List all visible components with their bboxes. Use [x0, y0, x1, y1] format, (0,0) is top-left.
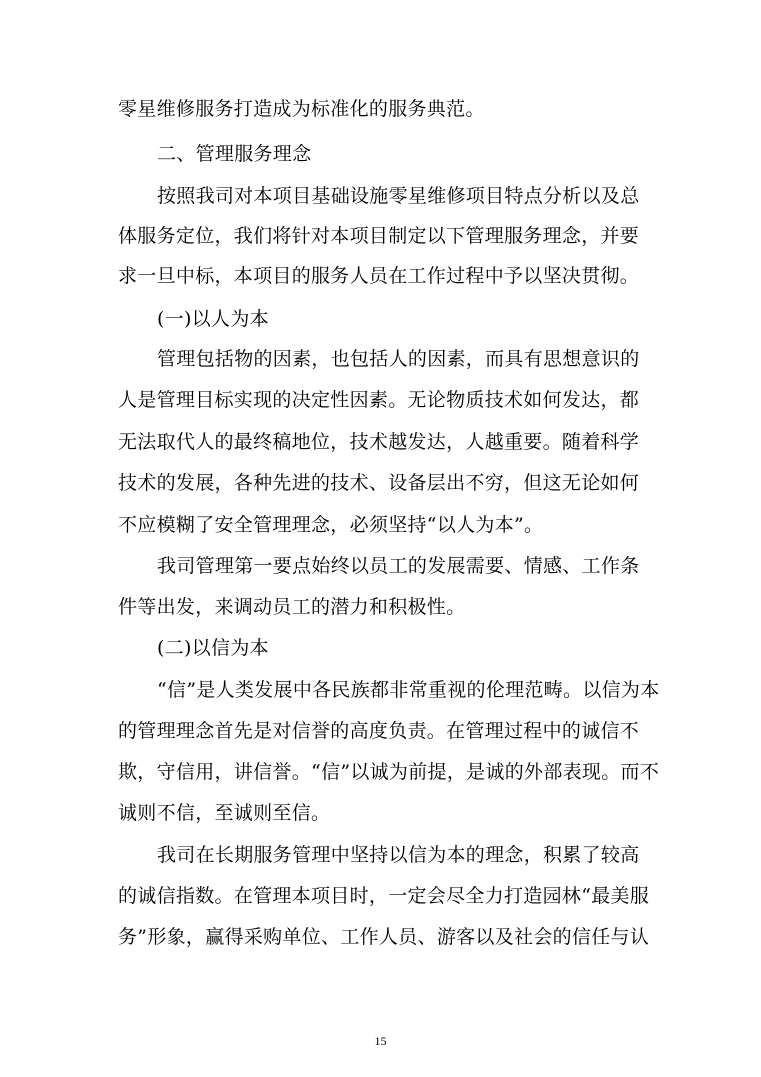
paragraph-line: 件等出发，来调动员工的潜力和积极性。	[118, 596, 466, 618]
paragraph-line: 我司管理第一要点始终以员工的发展需要、情感、工作条	[157, 555, 640, 577]
paragraph-line: 不应模糊了安全管理理念，必须坚持“以人为本”。	[118, 514, 544, 536]
paragraph-line: 无法取代人的最终稿地位，技术越发达，人越重要。随着科学	[118, 431, 640, 453]
paragraph-line: “信”是人类发展中各民族都非常重视的伦理范畴。以信为本	[157, 679, 660, 701]
paragraph-line: 的管理理念首先是对信誉的高度负责。在管理过程中的诚信不	[118, 720, 640, 742]
paragraph-line: 体服务定位，我们将针对本项目制定以下管理服务理念，并要	[118, 225, 640, 247]
paragraph-line: 求一旦中标，本项目的服务人员在工作过程中予以坚决贯彻。	[118, 265, 640, 287]
section-heading: 二、管理服务理念	[157, 143, 312, 165]
paragraph-line: 人是管理目标实现的决定性因素。无论物质技术如何发达，都	[118, 389, 640, 411]
paragraph-line: 管理包括物的因素，也包括人的因素，而具有思想意识的	[157, 348, 640, 370]
subsection-heading: (一)以人为本	[157, 308, 269, 330]
paragraph-line: 务”形象，赢得采购单位、工作人员、游客以及社会的信任与认	[118, 926, 650, 948]
paragraph-line: 欺，守信用，讲信誉。“信”以诚为前提，是诚的外部表现。而不	[118, 761, 660, 783]
page-number: 15	[374, 1034, 387, 1048]
subsection-heading: (二)以信为本	[157, 637, 269, 659]
paragraph-line: 技术的发展，各种先进的技术、设备层出不穷，但这无论如何	[118, 472, 640, 494]
paragraph-line: 按照我司对本项目基础设施零星维修项目特点分析以及总	[157, 185, 640, 207]
paragraph-line: 我司在长期服务管理中坚持以信为本的理念，积累了较高	[157, 844, 640, 866]
paragraph-line: 零星维修服务打造成为标准化的服务典范。	[118, 98, 485, 120]
paragraph-line: 的诚信指数。在管理本项目时，一定会尽全力打造园林“最美服	[118, 885, 650, 907]
paragraph-line: 诚则不信，至诚则至信。	[118, 802, 331, 824]
